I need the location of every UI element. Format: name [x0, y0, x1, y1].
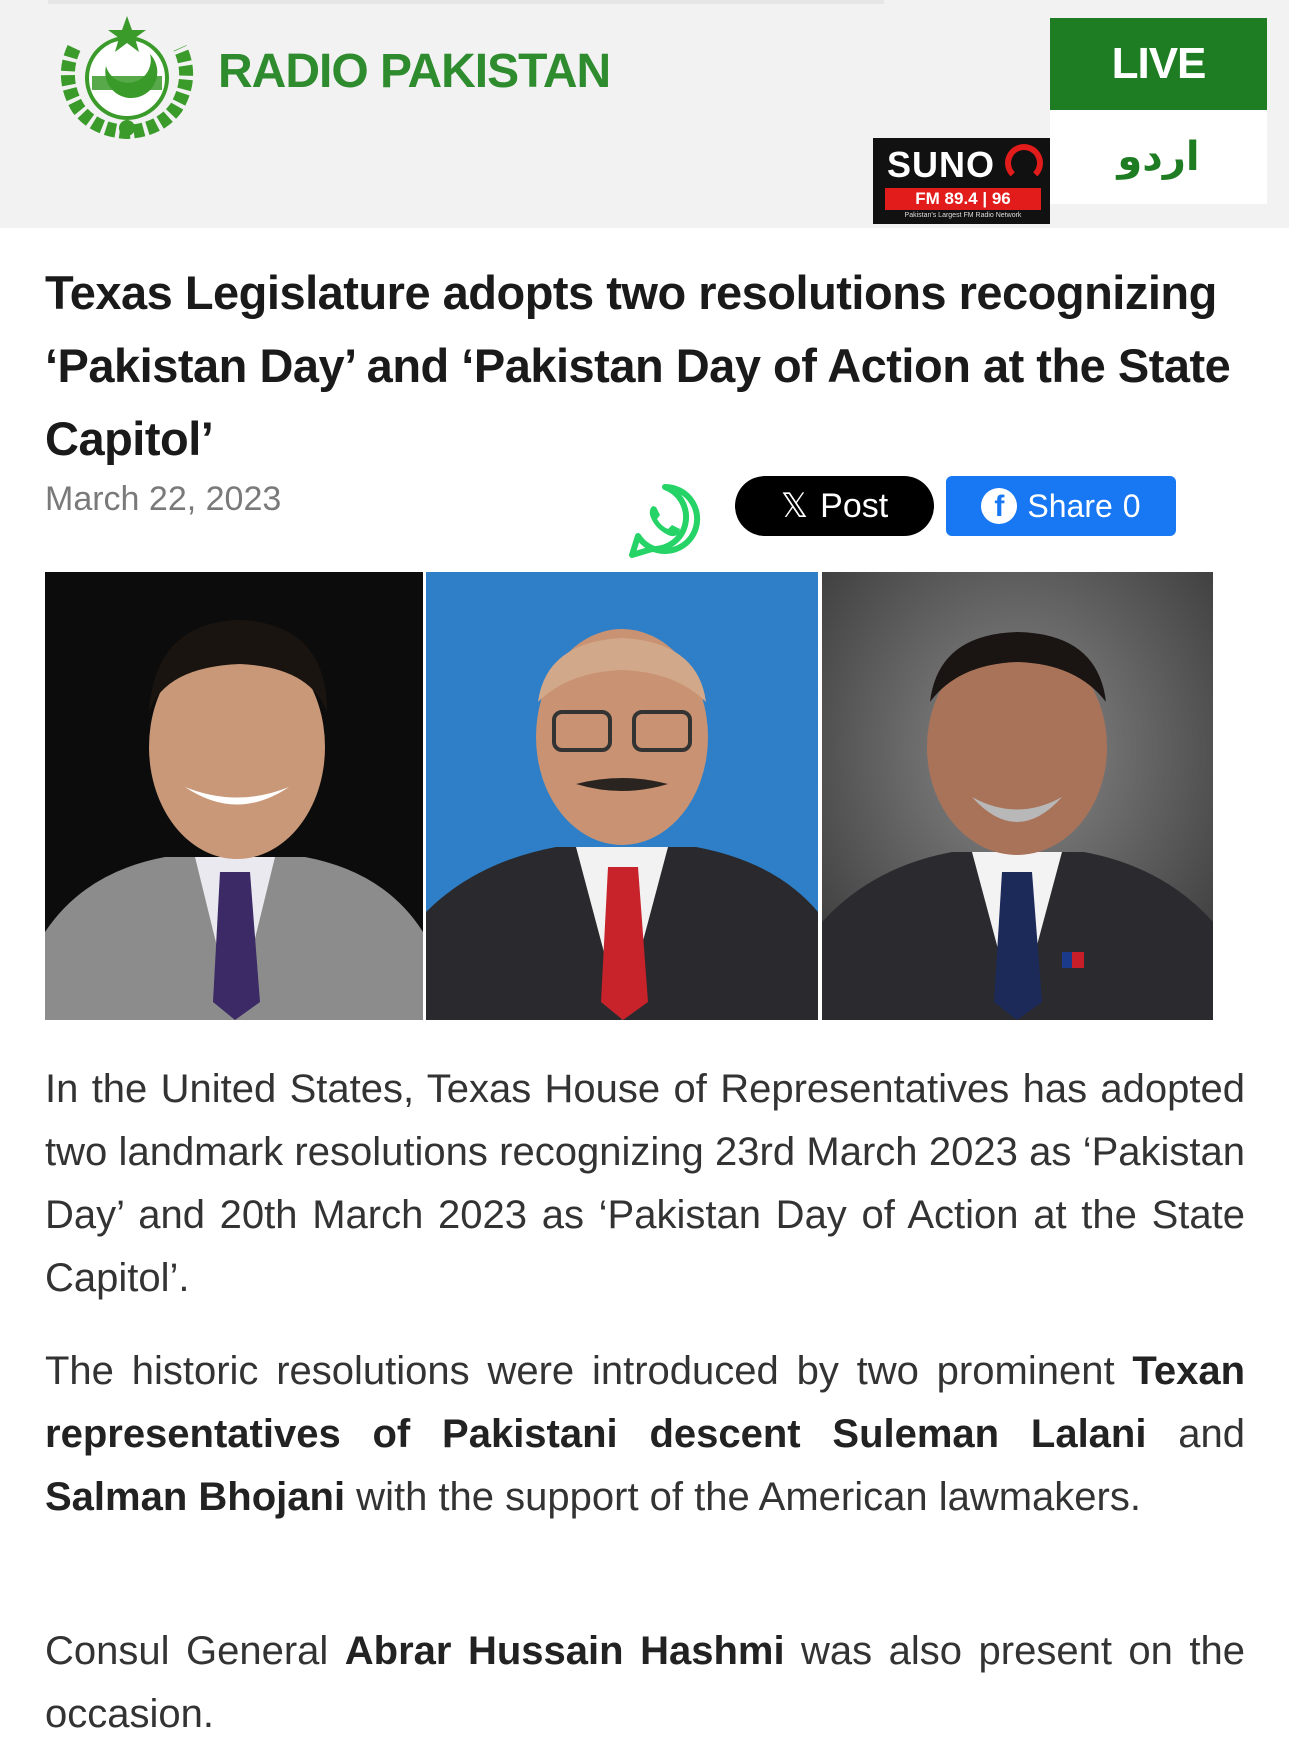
urdu-language-button[interactable]: اردو: [1050, 110, 1267, 204]
photo-abrar-hussain-hashmi: [426, 572, 818, 1020]
para2-text-3: with the support of the American lawmakers.: [345, 1475, 1141, 1519]
facebook-share-label: Share: [1027, 487, 1113, 524]
radio-pakistan-logo[interactable]: [54, 8, 200, 140]
facebook-share-count: 0: [1122, 487, 1141, 524]
article-paragraph-1: In the United States, Texas House of Representatives has adopted two landmark resolutions recognizing 23rd March 2023 as ‘Pakistan Day’ and 20th March 2023 as ‘Pakistan Day of Action at the State Capitol’.: [45, 1067, 1245, 1300]
suno-wordmark: SUNO: [887, 144, 996, 185]
article-paragraph-3: [45, 1620, 1245, 1746]
para3-text-1: Consul General: [45, 1629, 345, 1673]
photo-salman-bhojani: [822, 572, 1213, 1020]
facebook-icon: f: [981, 488, 1017, 524]
suno-ring-icon: [1005, 144, 1043, 182]
para2-text-2: and: [1146, 1412, 1245, 1456]
article-date: March 22, 2023: [45, 480, 282, 518]
para2-text-1: The historic resolutions were introduced by two prominent: [45, 1349, 1133, 1393]
site-header: [0, 0, 1289, 228]
header-divider: [48, 0, 884, 4]
x-post-button[interactable]: [735, 476, 934, 536]
para2-bold-lalani: Texan representatives of Pakistani descent Suleman Lalani: [45, 1349, 1245, 1456]
x-icon: 𝕏: [780, 486, 809, 526]
article-paragraph-2: [45, 1340, 1245, 1529]
article-title: Texas Legislature adopts two resolutions recognizing ‘Pakistan Day’ and ‘Pakistan Day of Action at the State Capitol’: [45, 266, 1231, 465]
facebook-share-button[interactable]: [946, 476, 1176, 536]
suno-fm-logo[interactable]: [873, 138, 1050, 224]
para3-text-2: was also present on the occasion.: [45, 1629, 1246, 1736]
brand-name[interactable]: RADIO PAKISTAN: [218, 45, 611, 98]
suno-tagline: Pakistan's Largest FM Radio Network: [904, 212, 1022, 219]
x-post-label: Post: [820, 486, 889, 525]
para2-bold-bhojani: Salman Bhojani: [45, 1475, 346, 1519]
para3-bold-hashmi: Abrar Hussain Hashmi: [344, 1629, 785, 1673]
suno-frequency: FM 89.4 | 96: [885, 188, 1041, 210]
whatsapp-icon[interactable]: [626, 482, 704, 560]
photo-suleman-lalani: [45, 572, 423, 1020]
live-button[interactable]: LIVE: [1050, 18, 1267, 110]
